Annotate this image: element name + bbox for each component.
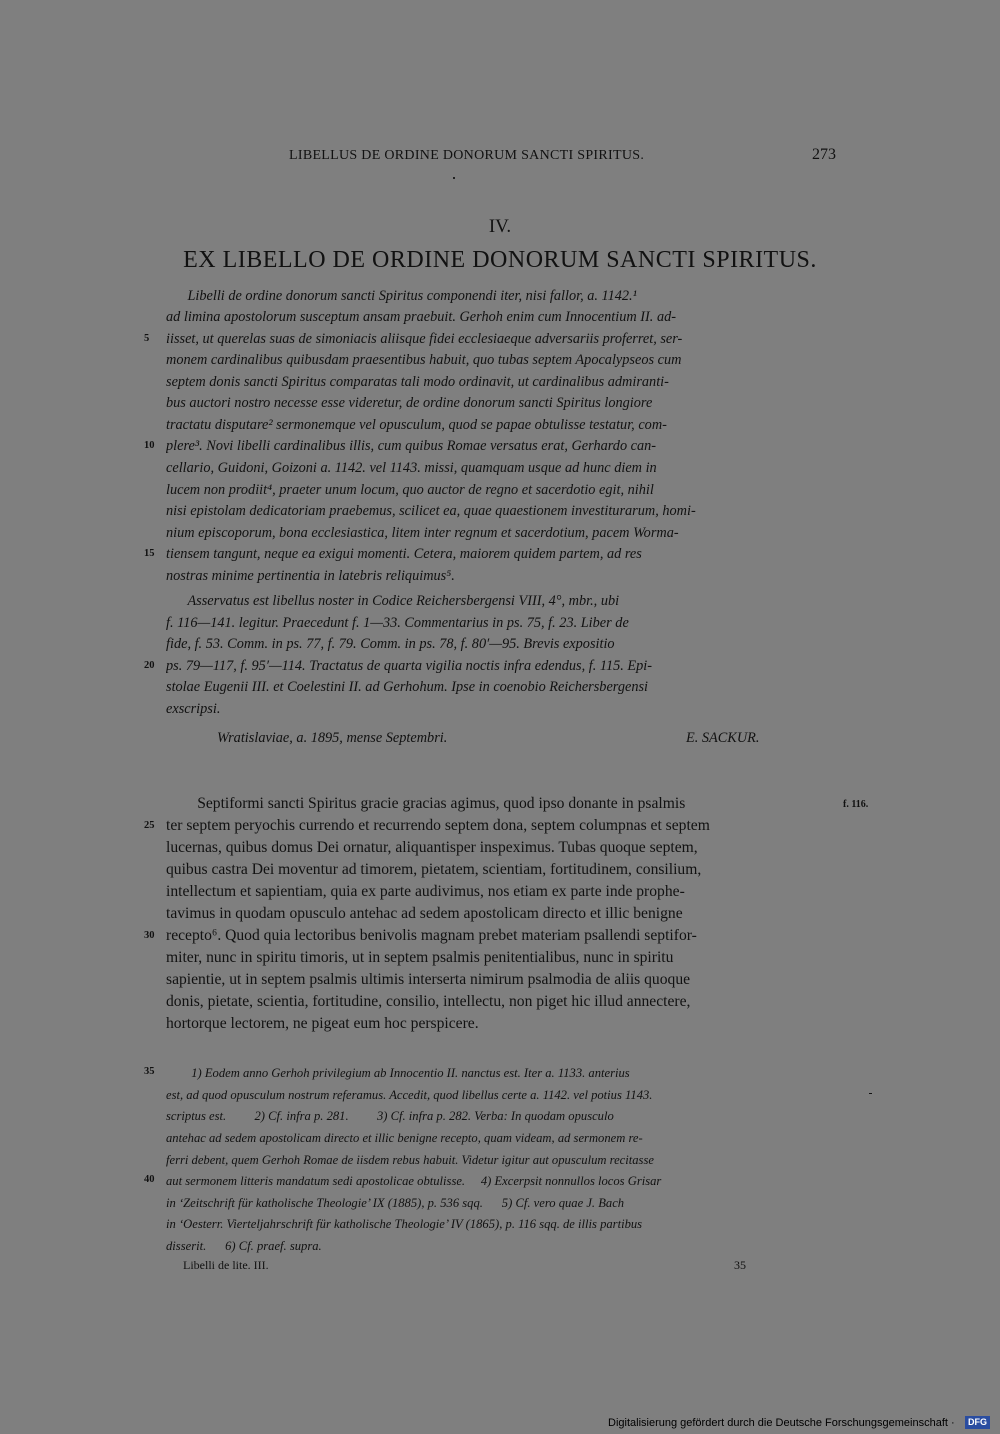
text-line: recepto⁶. Quod quia lectoribus benivolis magnam prebet materiam psallendi septifor- bbox=[166, 927, 697, 944]
intro-line: Asservatus est libellus noster in Codice Reichersbergensi VIII, 4°, mbr., ubi bbox=[166, 593, 620, 609]
stray-mark bbox=[453, 177, 455, 179]
footnote-line: in ‘Zeitschrift für katholische Theologie’ IX (1885), p. 536 sqq. 5) Cf. vero quae J. Bach bbox=[166, 1196, 625, 1210]
footnote-line: 1) Eodem anno Gerhoh privilegium ab Innocentio II. nanctus est. Iter a. 1133. anterius bbox=[166, 1066, 630, 1080]
place-date: Wratislaviae, a. 1895, mense Septembri. bbox=[217, 730, 448, 746]
intro-line: Libelli de ordine donorum sancti Spiritus componendi iter, nisi fallor, a. 1142.¹ bbox=[166, 288, 637, 304]
footnote-line: est, ad quod opusculum nostrum referamus. Accedit, quod libellus certe a. 1142. vel potius 1143. bbox=[166, 1088, 653, 1102]
text-line: Septiformi sancti Spiritus gracie gracias agimus, quod ipso donante in psalmis bbox=[166, 795, 686, 812]
section-number: IV. bbox=[488, 216, 512, 237]
running-head: LIBELLUS DE ORDINE DONORUM SANCTI SPIRITUS. bbox=[289, 148, 645, 163]
intro-line: lucem non prodiit⁴, praeter unum locum, quo auctor de regno et sacerdotio egit, nihil bbox=[166, 482, 654, 498]
intro-line: bus auctori nostro necesse esse videretur, de ordine donorum sancti Spiritus longiore bbox=[166, 395, 653, 411]
intro-line: ps. 79—117, f. 95′—114. Tractatus de quarta vigilia noctis infra edendus, f. 115. Epi- bbox=[166, 658, 653, 674]
text-line: donis, pietate, scientia, fortitudine, consilio, intellectu, non piget hic illud annectere, bbox=[166, 993, 691, 1010]
line-number: 40 bbox=[144, 1174, 155, 1185]
text-line: quibus castra Dei moventur ad timorem, pietatem, scientiam, fortitudinem, consilium, bbox=[166, 861, 702, 878]
line-number: 15 bbox=[144, 548, 155, 559]
text-line: miter, nunc in spiritu timoris, ut in septem psalmis penitentialibus, nunc in spiritu bbox=[166, 949, 674, 966]
footnote-line: aut sermonem litteris mandatum sedi apostolicae obtulisse. 4) Excerpsit nonnullos locos Grisar bbox=[166, 1174, 662, 1188]
intro-line: nium episcoporum, bona ecclesiastica, litem inter regnum et sacerdotium, pacem Worma- bbox=[166, 525, 679, 541]
line-number: 5 bbox=[144, 333, 150, 344]
digitization-credit: Digitalisierung gefördert durch die Deutsche Forschungsgemeinschaft · bbox=[608, 1417, 955, 1429]
intro-line: plere³. Novi libelli cardinalibus illis, cum quibus Romae versatus erat, Gerhardo can- bbox=[166, 438, 657, 454]
intro-line: ad limina apostolorum susceptum ansam praebuit. Gerhoh enim cum Innocentium II. ad- bbox=[166, 309, 677, 325]
footnote-line: scriptus est. 2) Cf. infra p. 281. 3) Cf. infra p. 282. Verba: In quodam opusculo bbox=[166, 1109, 614, 1123]
stray-mark bbox=[869, 1093, 872, 1094]
page-title: EX LIBELLO DE ORDINE DONORUM SANCTI SPIRITUS. bbox=[183, 247, 817, 273]
line-number: 10 bbox=[144, 440, 155, 451]
intro-line: nostras minime pertinentia in latebris reliquimus⁵. bbox=[166, 568, 455, 584]
page-number: 273 bbox=[812, 146, 836, 163]
intro-line: nisi epistolam dedicatoriam praebemus, scilicet ea, quae quaestionem investiturarum, homi- bbox=[166, 503, 696, 519]
text-line: tavimus in quodam opusculo antehac ad sedem apostolicam directo et illic benigne bbox=[166, 905, 683, 922]
line-number: 25 bbox=[144, 820, 155, 831]
folio-marginal-ref: f. 116. bbox=[843, 799, 869, 810]
text-line: sapientie, ut in septem psalmis ultimis interserta nimirum psalmodia de aliis quoque bbox=[166, 971, 691, 988]
text-line: lucernas, quibus domus Dei ornatur, aliquantisper inspeximus. Tubas quoque septem, bbox=[166, 839, 698, 856]
intro-line: tractatu disputare² sermonemque vel opusculum, quod se papae obtulisse testatur, com- bbox=[166, 417, 667, 433]
intro-line: exscripsi. bbox=[166, 701, 221, 717]
intro-line: iisset, ut querelas suas de simoniacis aliisque fidei ecclesiaeque adversariis proferret, ser- bbox=[166, 331, 683, 347]
footnote-line: disserit. 6) Cf. praef. supra. bbox=[166, 1239, 322, 1253]
printer-signature: Libelli de lite. III. bbox=[183, 1258, 269, 1272]
intro-line: fide, f. 53. Comm. in ps. 77, f. 79. Comm. in ps. 78, f. 80′—95. Brevis expositio bbox=[166, 636, 615, 652]
intro-line: tiensem tangunt, neque ea exigui momenti. Cetera, maiorem quidem partem, ad res bbox=[166, 546, 642, 562]
text-line: intellectum et sapientiam, quia ex parte audivimus, nos etiam ex parte inde prophe- bbox=[166, 883, 685, 900]
dfg-logo: DFG bbox=[965, 1416, 990, 1429]
intro-line: f. 116—141. legitur. Praecedunt f. 1—33. Commentarius in ps. 75, f. 23. Liber de bbox=[166, 615, 629, 631]
text-line: hortorque lectorem, ne pigeat eum hoc perspicere. bbox=[166, 1015, 479, 1032]
intro-line: cellario, Guidoni, Goizoni a. 1142. vel 1143. missi, quamquam usque ad hunc diem in bbox=[166, 460, 657, 476]
footnote-line: ferri debent, quem Gerhoh Romae de iisdem rebus habuit. Videtur igitur aut opusculum recitasse bbox=[166, 1153, 654, 1167]
intro-line: septem donis sancti Spiritus comparatas tali modo ordinavit, ut cardinalibus admiranti- bbox=[166, 374, 669, 390]
intro-line: monem cardinalibus quibusdam praesentibus habuit, quo tubas septem Apocalypseos cum bbox=[166, 352, 682, 368]
sheet-number: 35 bbox=[734, 1258, 746, 1272]
text-line: ter septem peryochis currendo et recurrendo septem dona, septem columpnas et septem bbox=[166, 817, 710, 834]
footnote-line: in ‘Oesterr. Vierteljahrschrift für katholische Theologie’ IV (1865), p. 116 sqq. de illis partibus bbox=[166, 1217, 643, 1231]
editor-signature: E. SACKUR. bbox=[686, 730, 760, 746]
line-number: 35 bbox=[144, 1066, 155, 1077]
line-number: 20 bbox=[144, 660, 155, 671]
line-number: 30 bbox=[144, 930, 155, 941]
intro-line: stolae Eugenii III. et Coelestini II. ad Gerhohum. Ipse in coenobio Reichersbergensi bbox=[166, 679, 649, 695]
footnote-line: antehac ad sedem apostolicam directo et illic benigne recepto, quam videam, ad sermonem re- bbox=[166, 1131, 643, 1145]
